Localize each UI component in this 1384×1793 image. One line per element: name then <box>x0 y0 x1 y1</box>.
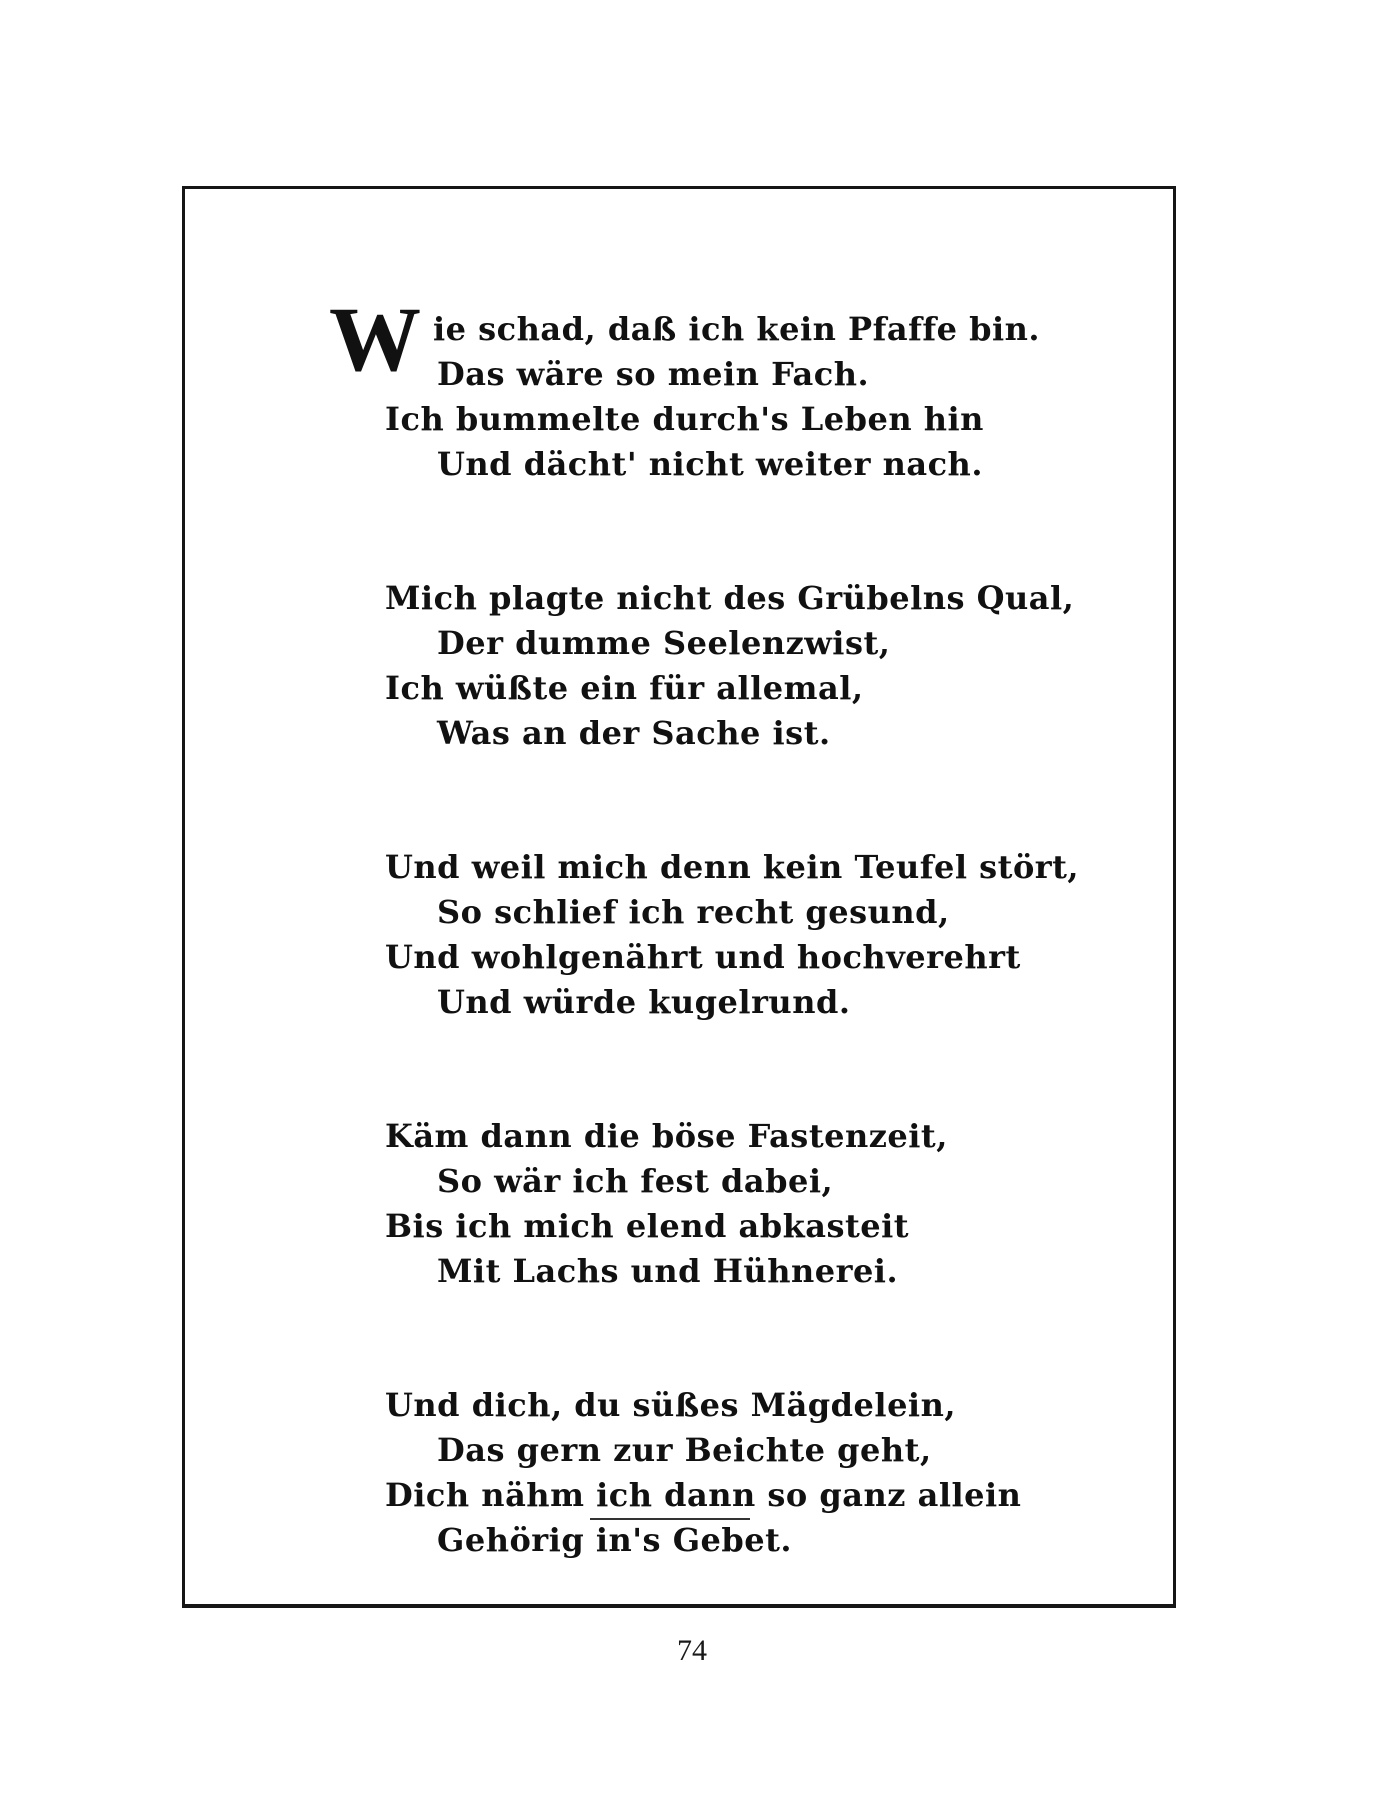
poem-line-text: ie schad, daß ich kein Pfaffe bin. <box>433 310 1041 348</box>
poem-line: Mich plagte nicht des Grübelns Qual, <box>385 579 1075 617</box>
poem-line: Und weil mich denn kein Teufel stört, <box>385 848 1080 886</box>
stanza-2 <box>385 576 1145 756</box>
poem-line: Und dächt' nicht weiter nach. <box>437 445 983 483</box>
poem-line: Ich wüßte ein für allemal, <box>385 669 864 707</box>
poem-line: Gehörig in's Gebet. <box>437 1521 793 1559</box>
end-rule <box>590 1518 750 1520</box>
poem-line: Käm dann die böse Fastenzeit, <box>385 1117 948 1155</box>
stanza-5 <box>385 1383 1145 1563</box>
poem-line: Und wohlgenährt und hochverehrt <box>385 938 1021 976</box>
poem-line: Das gern zur Beichte geht, <box>437 1431 932 1469</box>
page-number: 74 <box>677 1634 707 1667</box>
poem-line: Das wäre so mein Fach. <box>437 355 870 393</box>
poem-line: Dich nähm ich dann so ganz allein <box>385 1476 1022 1514</box>
poem-line: So wär ich fest dabei, <box>437 1162 834 1200</box>
stanza-1 <box>329 288 1145 487</box>
poem-line: Und dich, du süßes Mägdelein, <box>385 1386 956 1424</box>
poem-line: Der dumme Seelenzwist, <box>437 624 891 662</box>
poem-line: Und würde kugelrund. <box>437 983 851 1021</box>
poem-line: Was an der Sache ist. <box>437 714 831 752</box>
drop-cap: W <box>329 288 417 390</box>
poem-line: Bis ich mich elend abkasteit <box>385 1207 910 1245</box>
stanza-3 <box>385 845 1145 1025</box>
stanza-4 <box>385 1114 1145 1294</box>
poem-line: Mit Lachs und Hühnerei. <box>437 1252 899 1290</box>
poem-line: Ich bummelte durch's Leben hin <box>385 400 984 438</box>
poem <box>329 288 1145 1652</box>
poem-line: So schlief ich recht gesund, <box>437 893 950 931</box>
